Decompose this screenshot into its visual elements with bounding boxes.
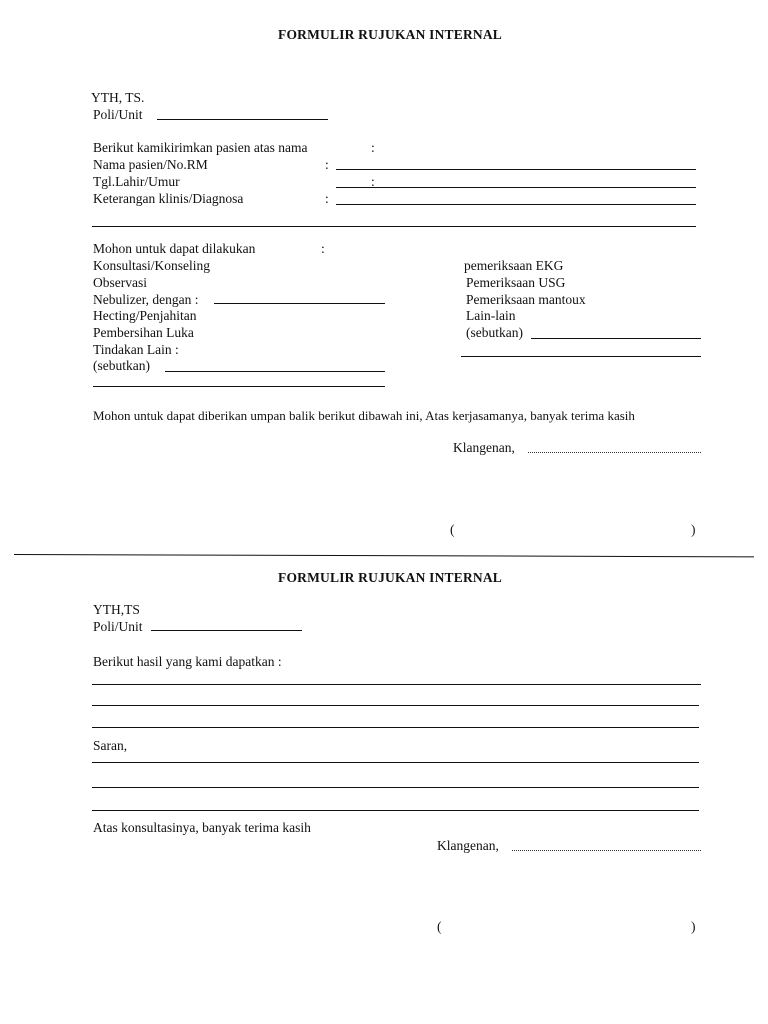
lain-sebutkan: (sebutkan) [466,325,523,340]
option-lain-lain[interactable]: Lain-lain [466,308,516,323]
form-1-date-line[interactable] [528,452,701,453]
keterangan-label: Keterangan klinis/Diagnosa [93,191,244,206]
form-1-title: FORMULIR RUJUKAN INTERNAL [278,27,503,42]
thanks-note: Atas konsultasinya, banyak terima kasih [93,820,311,835]
form-1-intro: Berikut kamikirimkan pasien atas nama [93,140,308,155]
saran-label: Saran, [93,738,128,753]
option-nebulizer[interactable]: Nebulizer, dengan : [93,292,199,307]
option-tindakan-lain[interactable]: Tindakan Lain : [93,342,179,357]
feedback-note: Mohon untuk dapat diberikan umpan balik berikut dibawah ini, Atas kerjasamanya, banyak terima kasih [93,408,635,423]
form-2-signature-close: ) [691,919,696,934]
form-2-signature-open: ( [437,919,442,934]
nama-pasien-line[interactable] [336,169,696,170]
nama-pasien-label: Nama pasien/No.RM [93,157,208,172]
option-pembersihan[interactable]: Pembersihan Luka [93,325,194,340]
results-line-2[interactable] [92,705,699,706]
option-usg[interactable]: Pemeriksaan USG [466,275,566,290]
form-2-yth: YTH,TS [93,602,140,617]
form-1-signature-close: ) [691,522,696,537]
lain-line-2[interactable] [461,356,701,357]
form-2-date-line[interactable] [512,850,701,851]
tgl-lahir-line[interactable] [336,187,696,188]
saran-line-1[interactable] [92,762,699,763]
results-label: Berikut hasil yang kami dapatkan : [93,654,282,669]
results-line-1[interactable] [92,684,701,685]
request-label: Mohon untuk dapat dilakukan [93,241,256,256]
form-2-title: FORMULIR RUJUKAN INTERNAL [278,570,503,585]
request-colon: : [321,241,325,256]
keterangan-colon: : [325,191,329,206]
nama-pasien-colon: : [325,157,329,172]
option-konsultasi[interactable]: Konsultasi/Konseling [93,258,210,273]
tindakan-line-2[interactable] [93,386,385,387]
cut-separator-line [14,554,754,557]
form-1-poli-line[interactable] [157,119,328,120]
tgl-lahir-colon: : [371,174,375,189]
saran-line-2[interactable] [92,787,699,788]
saran-line-3[interactable] [92,810,699,811]
nebulizer-line[interactable] [214,303,385,304]
option-observasi[interactable]: Observasi [93,275,147,290]
form-1-poli-label: Poli/Unit [93,107,143,122]
form-1-yth: YTH, TS. [91,90,145,105]
option-hecting[interactable]: Hecting/Penjahitan [93,308,197,323]
form-1-signature-open: ( [450,522,455,537]
form-2-place: Klangenan, [437,838,499,853]
tindakan-line-1[interactable] [165,371,385,372]
option-ekg[interactable]: pemeriksaan EKG [464,258,564,273]
form-1-place: Klangenan, [453,440,515,455]
tgl-lahir-label: Tgl.Lahir/Umur [93,174,180,189]
form-2-poli-label: Poli/Unit [93,619,143,634]
tindakan-sebutkan: (sebutkan) [93,358,150,373]
keterangan-line-2[interactable] [92,226,696,227]
form-1-intro-colon: : [371,140,375,155]
results-line-3[interactable] [92,727,699,728]
form-2-poli-line[interactable] [151,630,302,631]
lain-line-1[interactable] [531,338,701,339]
keterangan-line[interactable] [336,204,696,205]
option-mantoux[interactable]: Pemeriksaan mantoux [466,292,586,307]
